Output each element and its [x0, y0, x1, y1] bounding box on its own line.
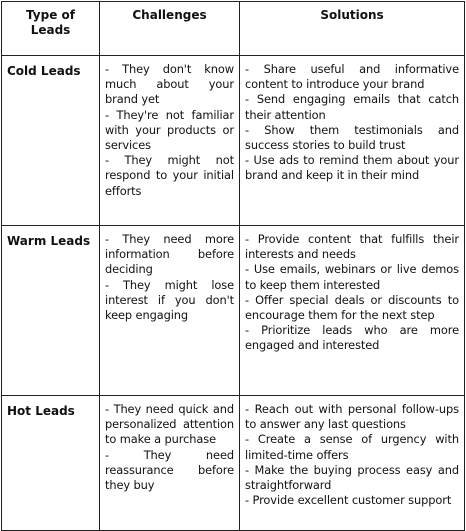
bullet-line: - Show them testimonials and success stories to build trust [245, 122, 459, 153]
lead-type-cell: Cold Leads [2, 56, 100, 226]
bullet-line: - They need reassurance before they buy [105, 447, 234, 493]
table-row-cold-leads [2, 56, 465, 226]
bullet-line: - They don't know much about your brand yet [105, 62, 234, 107]
bullet-line: - Use emails, webinars or live demos to keep them interested [245, 262, 459, 292]
header-solutions: Solutions [240, 2, 465, 56]
challenges-cell [100, 56, 240, 226]
bullet-line: - Provide excellent customer support [245, 493, 452, 508]
bullet-line: - Prioritize leads who are more engaged and interested [245, 323, 459, 353]
header-challenges: Challenges [100, 2, 240, 56]
bullet-line: - Send engaging emails that catch their attention [245, 92, 459, 122]
bullet-line: - They need quick and personalized attention to make a purchase [105, 402, 234, 447]
leads-table [1, 1, 465, 531]
bullet-line: - Offer special deals or discounts to encourage them for the next step [245, 292, 459, 323]
bullet-line: - Reach out with personal follow-ups to answer any last questions [245, 402, 459, 432]
bullet-line: - Create a sense of urgency with limited-time offers [245, 432, 459, 462]
solutions-cell [240, 56, 465, 226]
bullet-line: - They might lose interest if you don't keep engaging [105, 277, 234, 323]
bullet-line: - They need more information before deciding [105, 232, 234, 277]
lead-type-cell: Warm Leads [2, 226, 100, 396]
solutions-cell [240, 396, 465, 531]
header-type-of-leads: Type of Leads [2, 2, 100, 56]
solutions-cell [240, 226, 465, 396]
bullet-line: - Provide content that fulfills their interests and needs [245, 232, 459, 262]
bullet-line: - Use ads to remind them about your brand and keep it in their mind [245, 153, 459, 183]
table-row-hot-leads [2, 396, 465, 531]
challenges-cell [100, 226, 240, 396]
lead-type-cell: Hot Leads [2, 396, 100, 531]
challenges-cell [100, 396, 240, 531]
bullet-line: - They're not familiar with your products or services [105, 107, 234, 153]
bullet-line: - Make the buying process easy and straightforward [245, 462, 459, 493]
bullet-line: - Share useful and informative content to introduce your brand [245, 62, 459, 92]
table-row-warm-leads [2, 226, 465, 396]
header-row [2, 2, 465, 56]
bullet-line: - They might not respond to your initial efforts [105, 153, 234, 198]
